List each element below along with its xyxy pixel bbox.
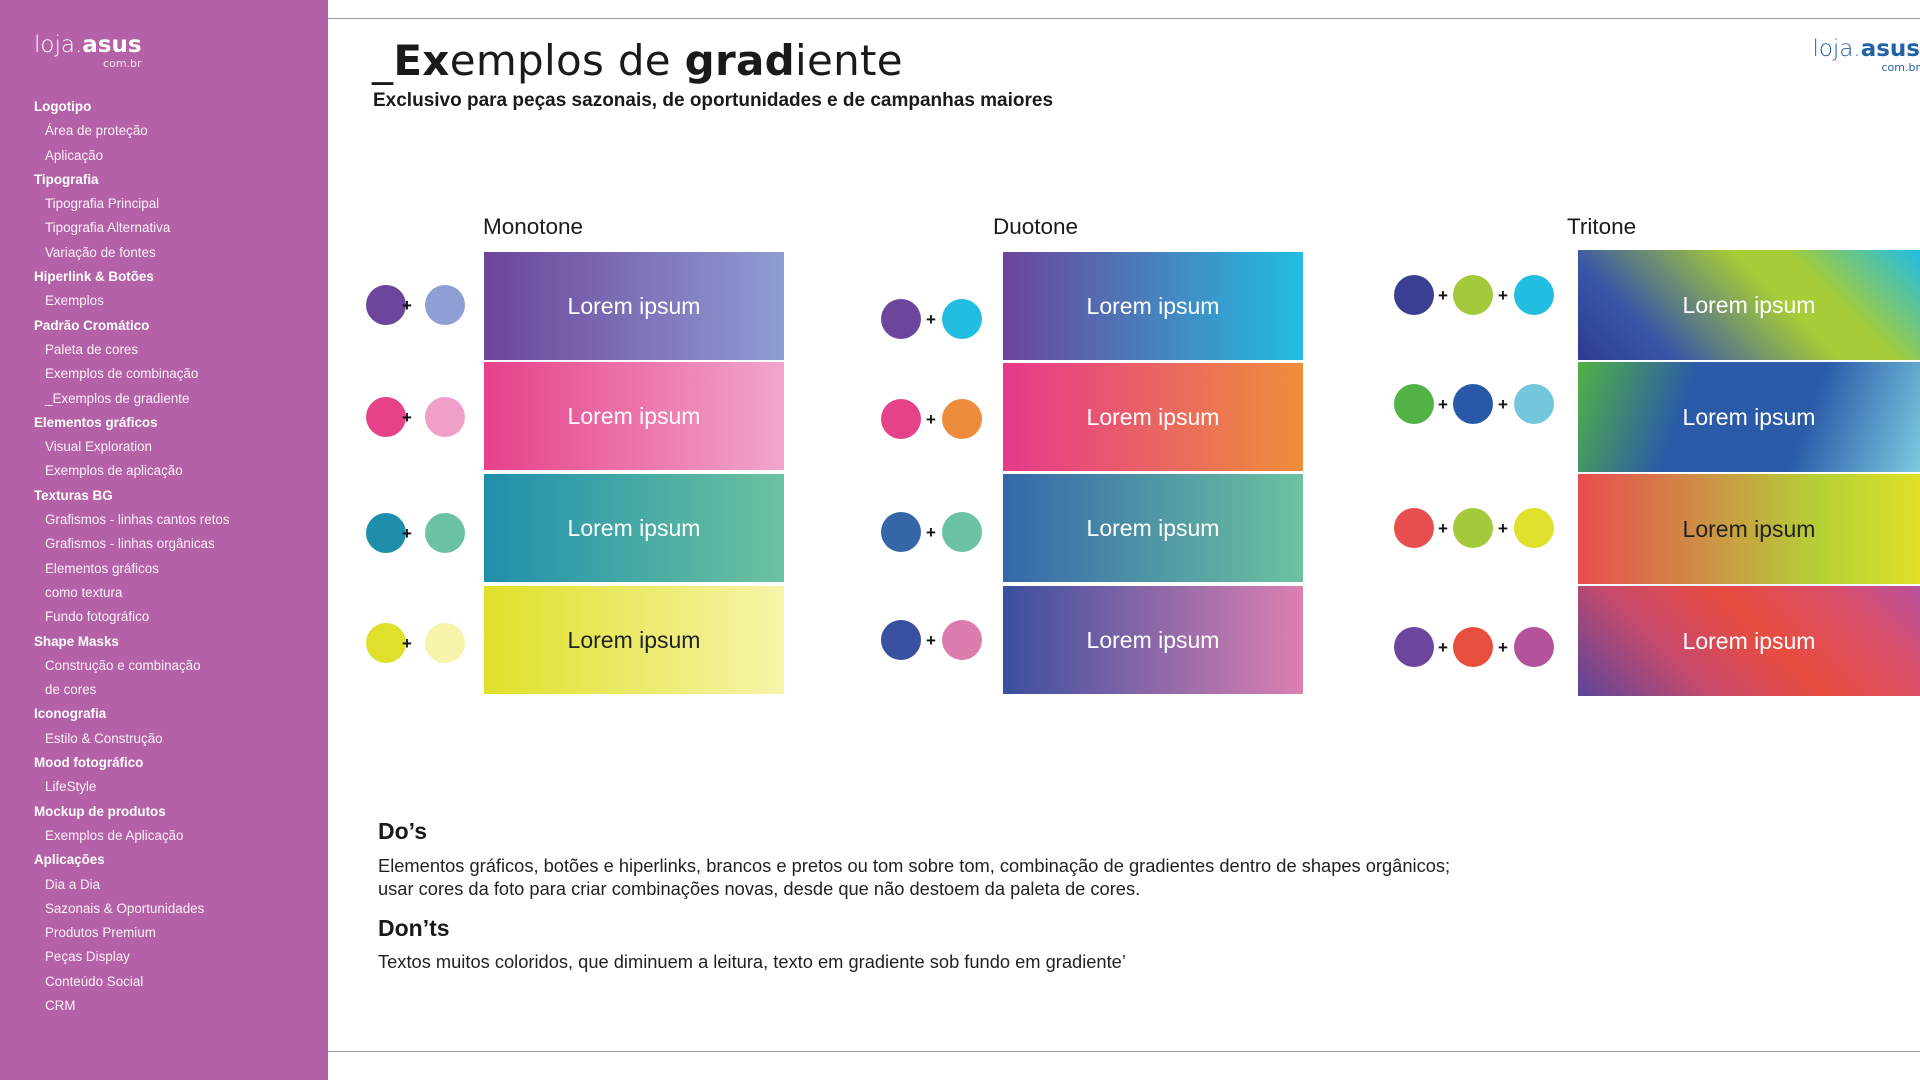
sidebar-section[interactable]: Tipografia	[34, 171, 99, 187]
color-swatch	[1514, 275, 1554, 315]
dos-text: Elementos gráficos, botões e hiperlinks, brancos e pretos ou tom sobre tom, combinação de gradientes dentro de shapes orgânicos; usar cores da foto para criar combinações novas, desde que não destoem da paleta de cores.	[378, 855, 1451, 899]
header-logo[interactable]	[1812, 38, 1920, 73]
title-part-2: emplos de	[449, 36, 685, 85]
logo-text-bold: asus	[1860, 36, 1920, 62]
sidebar-item[interactable]: Elementos gráficos	[45, 560, 159, 576]
sidebar-item[interactable]: Exemplos	[45, 293, 104, 309]
color-swatch	[1394, 384, 1434, 424]
color-swatch	[942, 512, 982, 552]
gradient-tile: Lorem ipsum	[484, 252, 784, 360]
sidebar-item[interactable]: Grafismos - linhas orgânicas	[45, 536, 215, 552]
logo-sub: com.br	[103, 57, 142, 70]
donts-heading: Don’ts	[378, 915, 450, 941]
color-swatch	[1514, 627, 1554, 667]
sidebar-logo[interactable]	[34, 34, 142, 69]
sidebar-section[interactable]: Elementos gráficos	[34, 414, 158, 430]
sidebar-nav	[34, 95, 324, 1018]
color-swatch	[942, 620, 982, 660]
sidebar-section[interactable]: Hiperlink & Botões	[34, 269, 154, 285]
sidebar-item[interactable]: Conteúdo Social	[45, 973, 144, 989]
plus-icon: +	[1438, 395, 1448, 414]
color-swatch	[1514, 384, 1554, 424]
sidebar-section[interactable]: Padrão Cromático	[34, 317, 150, 333]
dos-heading: Do’s	[378, 818, 427, 844]
plus-icon: +	[402, 408, 412, 427]
color-swatch	[1453, 275, 1493, 315]
logo-sub: com.br	[1881, 61, 1920, 74]
sidebar-item[interactable]: Produtos Premium	[45, 925, 156, 941]
plus-icon: +	[926, 631, 936, 650]
color-swatch	[881, 512, 921, 552]
gradient-tile: Lorem ipsum	[1578, 250, 1920, 360]
gradient-tile: Lorem ipsum	[484, 474, 784, 582]
sidebar-item[interactable]: Área de proteção	[45, 123, 148, 139]
color-swatch	[1453, 627, 1493, 667]
color-swatch	[881, 399, 921, 439]
logo-text-thin: loja.	[1812, 36, 1861, 62]
color-swatch	[881, 620, 921, 660]
page-title	[372, 36, 903, 85]
plus-icon: +	[1438, 519, 1448, 538]
color-swatch	[1453, 508, 1493, 548]
color-swatch	[1394, 275, 1434, 315]
color-swatch	[425, 623, 465, 663]
sidebar-item[interactable]: Grafismos - linhas cantos retos	[45, 512, 230, 528]
color-swatch	[1453, 384, 1493, 424]
sidebar-item[interactable]: como textura	[45, 584, 123, 600]
sidebar-section[interactable]: Iconografia	[34, 706, 107, 722]
gradient-tile: Lorem ipsum	[1578, 474, 1920, 584]
color-swatch	[425, 397, 465, 437]
sidebar-item[interactable]: Construção e combinação	[45, 657, 201, 673]
color-swatch	[881, 299, 921, 339]
sidebar-item[interactable]: Sazonais & Oportunidades	[45, 900, 205, 916]
plus-icon: +	[1498, 638, 1508, 657]
donts-text: Textos muitos coloridos, que diminuem a leitura, texto em gradiente sob fundo em gradiente’	[378, 951, 1126, 972]
color-swatch	[942, 299, 982, 339]
sidebar-item[interactable]: Dia a Dia	[45, 876, 101, 892]
sidebar-item[interactable]: Visual Exploration	[45, 439, 152, 455]
plus-icon: +	[926, 523, 936, 542]
sidebar-item[interactable]: _Exemplos de gradiente	[45, 390, 190, 406]
sidebar-item[interactable]: Exemplos de combinação	[45, 366, 199, 382]
logo-text-thin: loja.	[34, 32, 83, 58]
plus-icon: +	[1498, 286, 1508, 305]
group-title: Monotone	[483, 214, 584, 239]
sidebar-item[interactable]: Fundo fotográfico	[45, 609, 150, 625]
plus-icon: +	[402, 296, 412, 315]
sidebar-item[interactable]: de cores	[45, 682, 97, 698]
page-subtitle: Exclusivo para peças sazonais, de oportunidades e de campanhas maiores	[373, 90, 1054, 111]
gradient-tile: Lorem ipsum	[1003, 252, 1303, 360]
plus-icon: +	[1438, 286, 1448, 305]
sidebar-item[interactable]: Peças Display	[45, 949, 130, 965]
plus-icon: +	[1498, 519, 1508, 538]
sidebar-item[interactable]: Aplicação	[45, 147, 104, 163]
sidebar-item[interactable]: Exemplos de aplicação	[45, 463, 183, 479]
color-swatch	[1394, 508, 1434, 548]
group-title: Duotone	[993, 214, 1079, 239]
plus-icon: +	[1498, 395, 1508, 414]
sidebar-item[interactable]: Estilo & Construção	[45, 730, 163, 746]
sidebar-item[interactable]: Tipografia Principal	[45, 196, 160, 212]
color-swatch	[425, 513, 465, 553]
sidebar-section[interactable]: Mood fotográfico	[34, 755, 144, 771]
gradient-tile: Lorem ipsum	[1578, 362, 1920, 472]
plus-icon: +	[402, 524, 412, 543]
sidebar-section[interactable]: Aplicações	[34, 852, 105, 868]
bottom-divider	[328, 1051, 1920, 1052]
plus-icon: +	[1438, 638, 1448, 657]
title-part-1: Ex	[393, 36, 450, 85]
plus-icon: +	[926, 410, 936, 429]
sidebar-section[interactable]: Logotipo	[34, 99, 92, 114]
sidebar-item[interactable]: Variação de fontes	[45, 244, 156, 260]
title-part-3: grad	[684, 36, 795, 85]
sidebar-item[interactable]: Paleta de cores	[45, 341, 139, 357]
plus-icon: +	[926, 310, 936, 329]
color-swatch	[1514, 508, 1554, 548]
sidebar-section[interactable]: Mockup de produtos	[34, 803, 166, 819]
color-swatch	[942, 399, 982, 439]
sidebar-item[interactable]: Tipografia Alternativa	[45, 220, 171, 236]
color-swatch	[1394, 627, 1434, 667]
logo-text-bold: asus	[82, 32, 142, 58]
sidebar-item[interactable]: CRM	[45, 997, 76, 1013]
top-divider	[328, 18, 1920, 19]
sidebar-item[interactable]: LifeStyle	[45, 779, 97, 795]
gradient-tile: Lorem ipsum	[1003, 586, 1303, 694]
title-part-4: iente	[794, 36, 903, 85]
group-title: Tritone	[1567, 214, 1637, 239]
plus-icon: +	[402, 634, 412, 653]
sidebar-section[interactable]: Texturas BG	[34, 487, 113, 503]
sidebar-section[interactable]: Shape Masks	[34, 633, 119, 649]
gradient-tile: Lorem ipsum	[484, 586, 784, 694]
title-prefix: _	[372, 36, 394, 85]
sidebar	[0, 0, 328, 1080]
gradient-tile: Lorem ipsum	[1003, 474, 1303, 582]
gradient-tile: Lorem ipsum	[1578, 586, 1920, 696]
gradient-tile: Lorem ipsum	[484, 362, 784, 470]
sidebar-item[interactable]: Exemplos de Aplicação	[45, 827, 184, 843]
gradient-tile: Lorem ipsum	[1003, 363, 1303, 471]
color-swatch	[425, 285, 465, 325]
